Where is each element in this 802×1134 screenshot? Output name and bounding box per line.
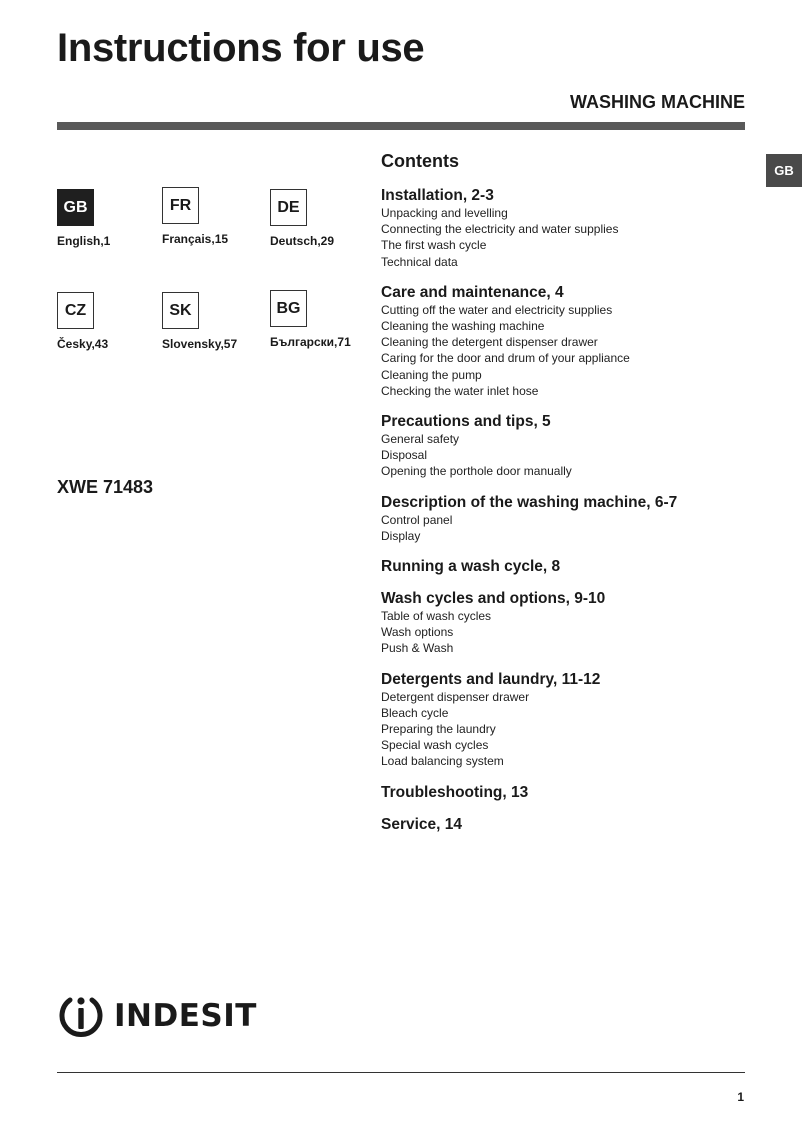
- toc-section: [381, 816, 761, 834]
- language-german[interactable]: [270, 189, 370, 248]
- toc-section: [381, 784, 761, 802]
- toc-section-title[interactable]: Description of the washing machine, 6-7: [381, 493, 678, 511]
- toc-section: [381, 284, 761, 399]
- language-label: Slovensky,57: [162, 337, 238, 351]
- brand-name: INDESIT: [114, 998, 257, 1034]
- language-code-box: DE: [270, 189, 307, 226]
- language-code-box: FR: [162, 187, 199, 224]
- language-english[interactable]: [57, 189, 157, 248]
- toc-item[interactable]: Opening the porthole door manually: [381, 464, 572, 479]
- language-label: Français,15: [162, 232, 229, 246]
- toc-section-title[interactable]: Running a wash cycle, 8: [381, 558, 561, 576]
- language-label: Česky,43: [57, 337, 109, 351]
- toc-section: [381, 558, 761, 576]
- language-code-box: BG: [270, 290, 307, 327]
- toc-section-title[interactable]: Troubleshooting, 13: [381, 783, 529, 801]
- footer-rule: [57, 1072, 745, 1073]
- toc-item[interactable]: Checking the water inlet hose: [381, 383, 539, 398]
- toc-section: [381, 187, 761, 270]
- toc-item[interactable]: Caring for the door and drum of your appliance: [381, 351, 630, 366]
- page-number: 1: [737, 1090, 744, 1104]
- toc-section-title[interactable]: Detergents and laundry, 11-12: [381, 670, 601, 688]
- toc-section-title[interactable]: Installation, 2-3: [381, 187, 494, 204]
- model-number: XWE 71483: [57, 477, 154, 497]
- toc-item[interactable]: Cleaning the detergent dispenser drawer: [381, 335, 598, 350]
- toc-item[interactable]: Technical data: [381, 254, 458, 269]
- toc-item[interactable]: Bleach cycle: [381, 705, 449, 720]
- indesit-logo-icon: [56, 991, 106, 1041]
- toc-section: [381, 413, 761, 480]
- language-slovak[interactable]: [162, 292, 262, 351]
- toc-item[interactable]: Special wash cycles: [381, 738, 489, 753]
- language-code-box: GB: [57, 189, 94, 226]
- toc-item[interactable]: Detergent dispenser drawer: [381, 689, 530, 704]
- toc-item[interactable]: Load balancing system: [381, 754, 504, 769]
- language-bulgarian[interactable]: [270, 290, 370, 349]
- toc-item[interactable]: Disposal: [381, 448, 428, 463]
- language-code-box: SK: [162, 292, 199, 329]
- toc-item[interactable]: Display: [381, 528, 421, 543]
- language-czech[interactable]: [57, 292, 157, 351]
- language-label: Български,71: [270, 335, 351, 349]
- toc-item[interactable]: Control panel: [381, 512, 453, 527]
- contents-heading: Contents: [381, 151, 459, 171]
- product-type: WASHING MACHINE: [570, 92, 745, 112]
- table-of-contents: [381, 187, 761, 848]
- toc-item[interactable]: Unpacking and levelling: [381, 206, 508, 220]
- toc-section: [381, 494, 761, 544]
- page-title: Instructions for use: [57, 26, 425, 70]
- language-code-box: CZ: [57, 292, 94, 329]
- toc-item[interactable]: Push & Wash: [381, 641, 454, 656]
- language-label: Deutsch,29: [270, 234, 335, 248]
- toc-section: [381, 590, 761, 657]
- toc-section-title[interactable]: Service, 14: [381, 815, 463, 833]
- toc-section: [381, 671, 761, 770]
- toc-item[interactable]: Cleaning the washing machine: [381, 319, 545, 334]
- toc-section-title[interactable]: Wash cycles and options, 9-10: [381, 590, 606, 608]
- toc-section-title[interactable]: Precautions and tips, 5: [381, 413, 551, 431]
- language-side-tab: GB: [766, 154, 802, 187]
- toc-section-title[interactable]: Care and maintenance, 4: [381, 283, 564, 301]
- toc-item[interactable]: Preparing the laundry: [381, 722, 496, 737]
- indesit-logo: [56, 992, 257, 1040]
- toc-item[interactable]: Cutting off the water and electricity supplies: [381, 302, 613, 317]
- language-french[interactable]: [162, 187, 262, 246]
- toc-item[interactable]: Wash options: [381, 625, 454, 640]
- toc-item[interactable]: Table of wash cycles: [381, 609, 492, 624]
- toc-item[interactable]: Connecting the electricity and water supplies: [381, 222, 619, 237]
- toc-item[interactable]: General safety: [381, 432, 460, 447]
- toc-item[interactable]: The first wash cycle: [381, 238, 487, 253]
- header-rule: [57, 122, 745, 130]
- toc-item[interactable]: Cleaning the pump: [381, 367, 482, 382]
- language-label: English,1: [57, 234, 111, 248]
